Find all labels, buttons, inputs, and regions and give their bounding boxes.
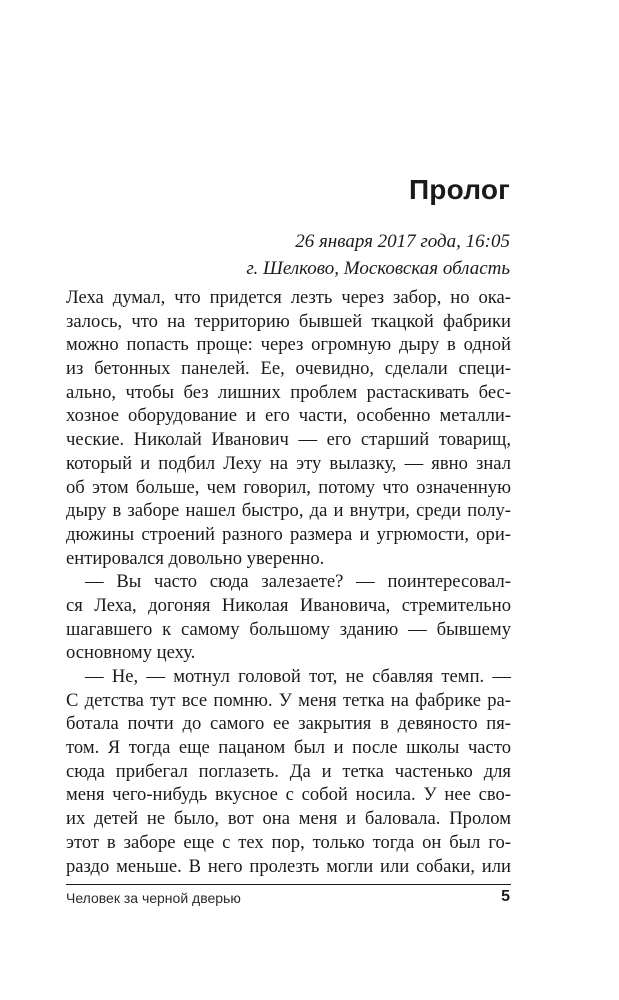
text-line: который и подбил Леху на эту вылазку, — явно знал (66, 452, 511, 474)
text-line: шагавшего к самому большому зданию — бывшему (66, 618, 511, 640)
text-line: из бетонных панелей. Ее, очевидно, сделали специ- (66, 358, 511, 380)
text-line: — Не, — мотнул головой тот, не сбавляя темп. — (85, 666, 511, 687)
epigraph-datetime: 26 января 2017 года, 16:05 (295, 231, 510, 252)
text-line: этот в заборе еще с тех пор, только тогда он был го- (66, 831, 511, 853)
text-line: — Вы часто сюда залезаете? — поинтересовал- (85, 571, 511, 593)
text-line: хозное оборудование и его части, особенно металли- (66, 405, 511, 427)
body-text (66, 286, 511, 878)
text-line: ентировался довольно уверенно. (66, 547, 325, 569)
text-line: С детства тут все помню. У меня тетка на фабрике ра- (66, 689, 511, 711)
text-line: ся Леха, догоняя Николая Ивановича, стремительно (66, 594, 511, 616)
text-line: дюжины строений разного размера и угрюмости, ори- (66, 523, 511, 545)
text-line: ботала почти до самого ее закрытия в девяносто пя- (66, 713, 511, 735)
text-line: об этом больше, чем говорил, потому что означенную (66, 476, 511, 498)
text-line: их детей не было, вот она меня и баловала. Пролом (66, 808, 511, 830)
text-line: раздо меньше. В него пролезть могли или собаки, или (66, 855, 511, 877)
epigraph (246, 228, 510, 282)
text-line: Леха думал, что придется лезть через забор, но ока- (66, 287, 511, 308)
text-line: можно попасть проще: через огромную дыру в одной (66, 334, 511, 356)
text-line: основному цеху. (66, 642, 196, 664)
text-line: залось, что на территорию бывшей ткацкой фабрики (66, 310, 511, 332)
text-line: сюда прибегал поглазеть. Да и тетка частенько для (66, 760, 511, 782)
running-title: Человек за черной дверью (66, 890, 241, 906)
footer-divider (66, 884, 511, 885)
text-line: том. Я тогда еще пацаном был и после школы часто (66, 737, 511, 759)
page-number: 5 (501, 888, 510, 905)
text-line: меня чего-нибудь вкусное с собой носила. У нее сво- (66, 784, 511, 806)
text-line: ческие. Николай Иванович — его старший товарищ, (66, 429, 511, 451)
epigraph-place: г. Шелково, Московская область (246, 258, 510, 279)
chapter-title: Пролог (408, 174, 510, 205)
text-line: дыру в заборе нашел быстро, да и внутри, среди полу- (66, 500, 511, 522)
text-line: ально, чтобы без лишних проблем растаскивать бес- (66, 381, 511, 403)
